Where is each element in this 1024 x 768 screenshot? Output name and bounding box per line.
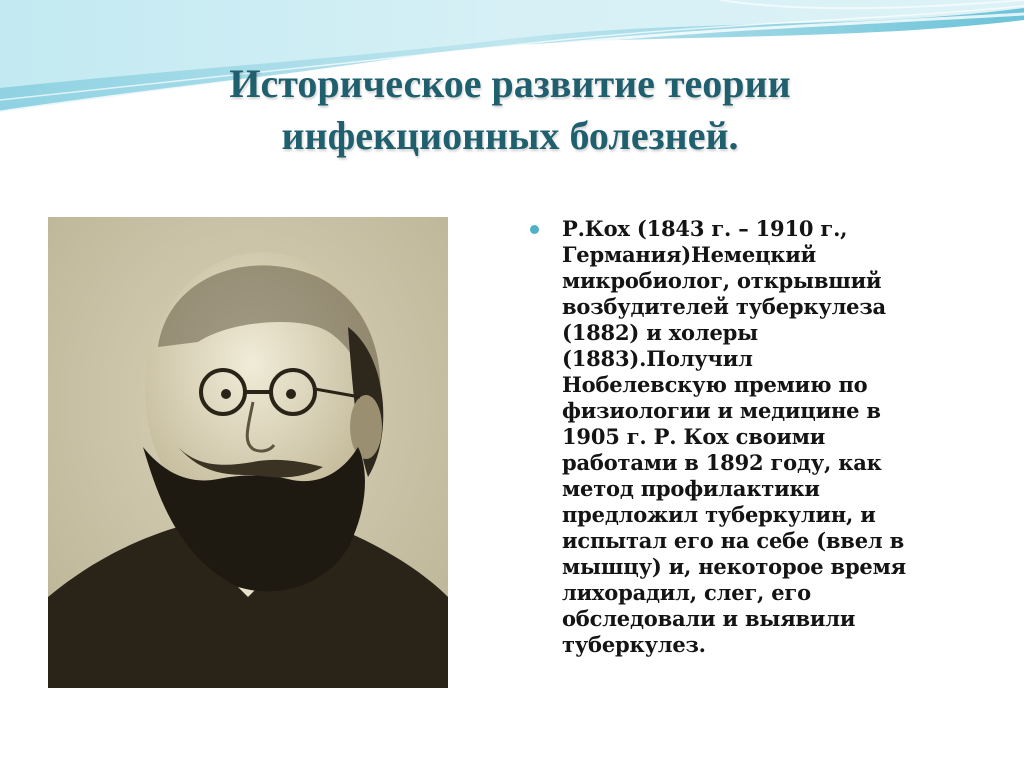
- bullet-icon: [530, 225, 539, 234]
- bullet-line: мышцу) и, некоторое время: [562, 554, 906, 579]
- bullet-line: испытал его на себе (ввел в: [562, 528, 904, 553]
- bullet-line: предложил туберкулин, и: [562, 502, 876, 527]
- bullet-line: Нобелевскую премию по: [562, 372, 868, 397]
- bullet-line: 1905 г. Р. Кох своими: [562, 424, 826, 449]
- content-body: [530, 216, 970, 658]
- portrait-photo-icon: [48, 217, 448, 688]
- slide-title: [100, 58, 920, 162]
- bullet-line: физиологии и медицине в: [562, 398, 881, 423]
- title-line-1: Историческое развитие теории: [229, 61, 791, 106]
- bullet-item: [530, 216, 970, 658]
- bullet-line: обследовали и выявили: [562, 606, 856, 631]
- bullet-line: работами в 1892 году, как: [562, 450, 882, 475]
- bullet-line: метод профилактики: [562, 476, 820, 501]
- bullet-line: (1882) и холеры: [562, 320, 758, 345]
- bullet-line: лихорадил, слег, его: [562, 580, 811, 605]
- bullet-line: Германия)Немецкий: [562, 242, 817, 267]
- title-line-2: инфекционных болезней.: [281, 113, 739, 158]
- bullet-line: микробиолог, открывший: [562, 268, 882, 293]
- bullet-line: (1883).Получил: [562, 346, 753, 371]
- portrait-photo: [48, 217, 448, 688]
- bullet-line: туберкулез.: [562, 632, 706, 657]
- bullet-text: [562, 216, 970, 658]
- bullet-line: Р.Кох (1843 г. – 1910 г.,: [562, 216, 848, 241]
- bullet-line: возбудителей туберкулеза: [562, 294, 886, 319]
